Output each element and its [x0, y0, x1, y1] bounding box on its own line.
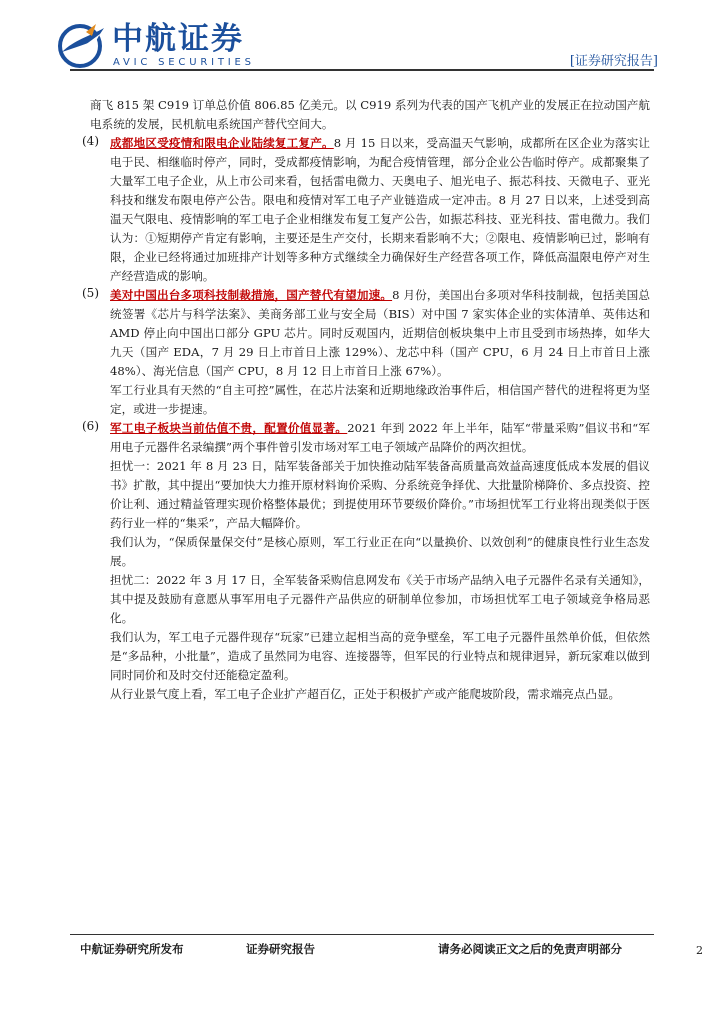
- section-item-5: [70, 286, 650, 419]
- footer-report-type: 证券研究报告: [246, 942, 315, 956]
- footer-publisher: 中航证券研究所发布: [80, 942, 184, 956]
- page-header: [0, 0, 724, 80]
- logo-chinese-name: 中航证券: [112, 21, 244, 57]
- section-number: (4): [82, 134, 99, 148]
- section-paragraph: 军工行业具有天然的“自主可控”属性，在芯片法案和近期地缘政治事件后，相信国产替代的进程将更为坚定，或进一步提速。: [110, 383, 650, 416]
- section-number: (6): [82, 419, 99, 433]
- section-paragraph: 从行业景气度上看，军工电子企业扩产超百亿，正处于积极扩产或产能爬坡阶段，需求端亮点凸显。: [110, 687, 621, 701]
- section-paragraph: [90, 419, 650, 457]
- avic-logo-icon: [56, 22, 106, 72]
- footer-divider: [70, 934, 654, 935]
- section-heading: 美对中国出台多项科技制裁措施，国产替代有望加速。: [110, 288, 393, 302]
- footer-disclaimer: 请务必阅读正文之后的免责声明部分: [438, 942, 622, 956]
- section-paragraph: 担忧一：2021 年 8 月 23 日，陆军装备部关于加快推动陆军装备高质量高效益高速度低成本发展的倡议书》扩散，其中提出“要加快大力推开原材料询价采购、分系统竞争择优、大批量阶梯降价、多点投资、控价让利、通过精益管理实现价格整体最优；到提使用环节要级价降价。”市场担忧军工行业将出现类似于医药行业一样的“集采”，产品大幅降价。: [110, 459, 650, 530]
- section-paragraph: 我们认为，“保质保量保交付”是核心原则，军工行业正在向“以量换价、以效创利”的健康良性行业生态发展。: [110, 535, 650, 568]
- page-number: 2: [696, 944, 703, 957]
- section-paragraph: [90, 134, 650, 286]
- section-body-text: 8 月 15 日以来，受高温天气影响，成都所在区企业为落实让电于民、相继临时停产，同时，受成都疫情影响，为配合疫情管理，部分企业公告临时停产。成都聚集了大量军工电子企业，从上市公司来看，包括雷电微力、天奥电子、旭光电子、振芯科技、天微电子、亚光科技和继发布限电停产公告。限电和疫情对军工电子产业链造成一定冲击。8 月 27 日以来，上述受到高温天气限电、疫情影响的军工电子企业相继发布复工复产公告，如振芯科技、亚光科技、雷电微力。我们认为：①短期停产肯定有影响，主要还是生产交付，长期来看影响不大；②限电、疫情影响已过，影响有限，企业已经将通过加班排产计划等多种方式继续全力确保好生产经营各项工作，降低高温限电停产对生产经营造成的影响。: [110, 136, 650, 283]
- section-number: (5): [82, 286, 99, 300]
- section-body-text: 2021 年到 2022 年上半年，陆军“带量采购”倡议书和“军用电子元器件名录编撰”两个事件曾引发市场对军工电子领域产品降价的两次担忧。: [110, 421, 650, 454]
- section-paragraph: [90, 286, 650, 381]
- intro-paragraph: 商飞 815 架 C919 订单总价值 806.85 亿美元。以 C919 系列为代表的国产飞机产业的发展正在拉动国产航电系统的发展，民机航电系统国产替代空间大。: [90, 98, 650, 131]
- section-item-6: [70, 419, 650, 704]
- company-logo: [56, 22, 296, 72]
- header-divider: [70, 69, 654, 71]
- section-heading: 成都地区受疫情和限电企业陆续复工复产。: [110, 136, 334, 150]
- section-body-text: 8 月份，美国出台多项对华科技制裁，包括美国总统签署《芯片与科学法案》、美商务部工业与安全局（BIS）对中国 7 家实体企业的实体清单、英伟达和 AMD 停止向中国出口部分 GPU 芯片。同时反观国内，近期信创板块集中上市且受到市场热捧，如华大九天（国产 EDA，7 月 29 日上市首日上涨 129%）、龙芯中科（国产 CPU，6 月 24 日上市首日上涨 48%）、海光信息（国产 CPU，8 月 12 日上市首日上涨 67%）。: [110, 288, 650, 378]
- report-body: [70, 96, 650, 704]
- section-item-4: [70, 134, 650, 286]
- logo-english-name: AVIC SECURITIES: [113, 57, 255, 68]
- report-type-tag: [证券研究报告]: [569, 54, 658, 69]
- section-paragraph: 担忧二：2022 年 3 月 17 日，全军装备采购信息网发布《关于市场产品纳入电子元器件名录有关通知》，其中提及鼓励有意愿从事军用电子元器件产品供应的研制单位参加，市场担忧军工电子领域竞争格局恶化。: [110, 573, 650, 625]
- section-paragraph: 我们认为，军工电子元器件现存“玩家”已建立起相当高的竞争壁垒，军工电子元器件虽然单价低，但依然是“多品种，小批量”，造成了虽然同为电容、连接器等，但军民的行业特点和规律迥异，新玩家难以做到同时同价和及时交付还能稳定盈利。: [110, 630, 650, 682]
- section-heading: 军工电子板块当前估值不贵，配置价值显著。: [110, 421, 348, 435]
